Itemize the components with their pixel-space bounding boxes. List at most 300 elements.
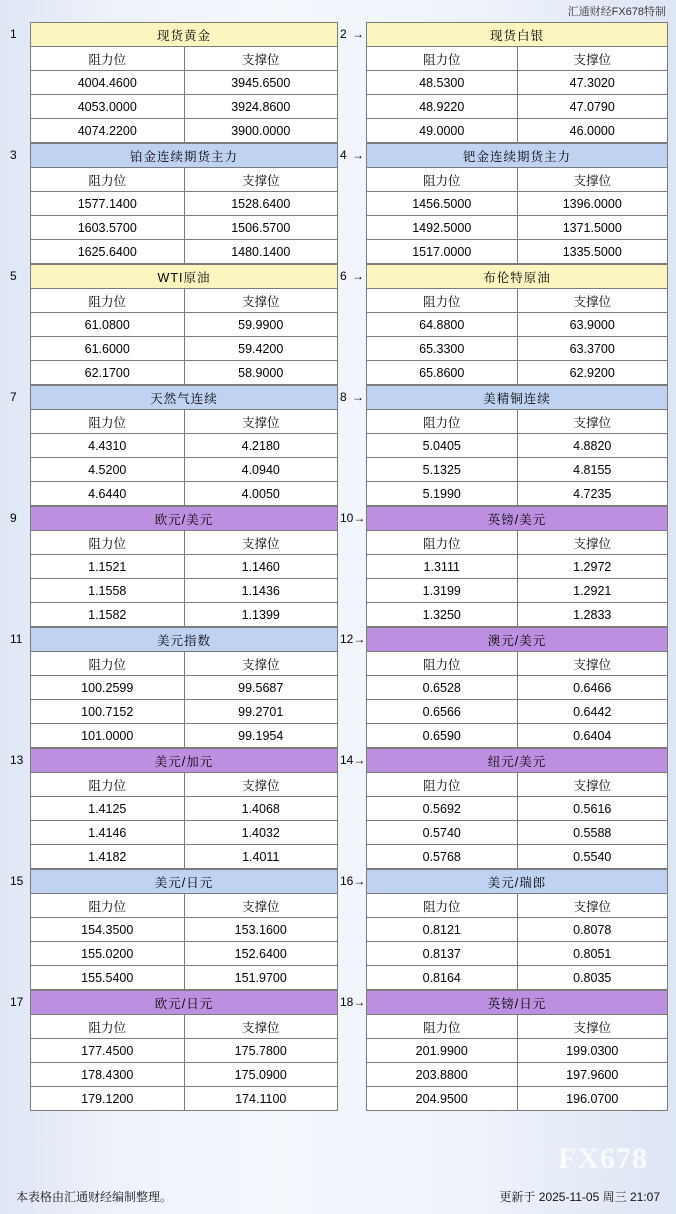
support-value: 4.8155 — [517, 458, 668, 482]
levels-table — [366, 143, 668, 264]
table-row — [31, 240, 338, 264]
instrument-title: 美元/日元 — [31, 870, 338, 894]
resistance-value: 1.3250 — [367, 603, 518, 627]
table-row — [367, 434, 668, 458]
support-value: 3945.6500 — [184, 71, 338, 95]
table-header-row — [367, 289, 668, 313]
support-header: 支撑位 — [184, 531, 338, 555]
resistance-value: 1.3111 — [367, 555, 518, 579]
resistance-value: 4053.0000 — [31, 95, 185, 119]
block-index — [338, 990, 366, 1014]
table-title-row — [31, 507, 338, 531]
table-row — [31, 216, 338, 240]
resistance-header: 阻力位 — [367, 47, 518, 71]
resistance-header: 阻力位 — [31, 531, 185, 555]
watermark: FX678 — [558, 1142, 648, 1175]
table-row — [31, 918, 338, 942]
updated-date: 2025-11-05 — [538, 1189, 600, 1204]
block-index — [8, 869, 30, 893]
support-value: 99.2701 — [184, 700, 338, 724]
resistance-value: 5.0405 — [367, 434, 518, 458]
table-row — [31, 337, 338, 361]
support-value: 1.2833 — [517, 603, 668, 627]
support-value: 1.1399 — [184, 603, 338, 627]
levels-table — [30, 990, 338, 1111]
block-index — [338, 264, 366, 288]
updated-time: 21:07 — [629, 1189, 660, 1204]
support-value: 151.9700 — [184, 966, 338, 990]
support-value: 175.7800 — [184, 1039, 338, 1063]
resistance-value: 155.0200 — [31, 942, 185, 966]
support-header: 支撑位 — [517, 531, 668, 555]
table-header-row — [367, 168, 668, 192]
table-title-row — [367, 507, 668, 531]
levels-table — [366, 990, 668, 1111]
table-row — [367, 1087, 668, 1111]
support-value: 153.1600 — [184, 918, 338, 942]
instrument-block — [8, 264, 338, 385]
resistance-value: 203.8800 — [367, 1063, 518, 1087]
table-header-row — [31, 47, 338, 71]
table-row — [367, 918, 668, 942]
resistance-value: 4004.4600 — [31, 71, 185, 95]
resistance-header: 阻力位 — [367, 289, 518, 313]
table-row — [31, 458, 338, 482]
block-index — [338, 506, 366, 530]
table-row — [367, 700, 668, 724]
resistance-value: 48.9220 — [367, 95, 518, 119]
resistance-value: 1492.5000 — [367, 216, 518, 240]
instrument-block — [338, 22, 668, 143]
support-header: 支撑位 — [184, 289, 338, 313]
table-row — [367, 1039, 668, 1063]
resistance-value: 48.5300 — [367, 71, 518, 95]
instrument-block — [8, 385, 338, 506]
table-title-row — [31, 265, 338, 289]
resistance-value: 0.8121 — [367, 918, 518, 942]
resistance-value: 5.1990 — [367, 482, 518, 506]
resistance-header: 阻力位 — [31, 289, 185, 313]
resistance-value: 1456.5000 — [367, 192, 518, 216]
resistance-value: 204.9500 — [367, 1087, 518, 1111]
support-value: 0.5616 — [517, 797, 668, 821]
resistance-header: 阻力位 — [367, 168, 518, 192]
support-value: 99.5687 — [184, 676, 338, 700]
table-title-row — [367, 144, 668, 168]
instrument-block — [338, 264, 668, 385]
block-index-number: 13 — [10, 753, 24, 767]
resistance-value: 0.8164 — [367, 966, 518, 990]
instrument-title: 美元/加元 — [31, 749, 338, 773]
resistance-value: 155.5400 — [31, 966, 185, 990]
resistance-value: 101.0000 — [31, 724, 185, 748]
instrument-title: 英镑/美元 — [367, 507, 668, 531]
table-row — [367, 240, 668, 264]
block-index-number: 2 — [340, 27, 347, 41]
table-row — [31, 603, 338, 627]
levels-grid — [8, 22, 668, 1111]
support-header: 支撑位 — [517, 410, 668, 434]
resistance-value: 4.6440 — [31, 482, 185, 506]
instrument-block — [338, 385, 668, 506]
instrument-block — [338, 506, 668, 627]
table-row — [367, 845, 668, 869]
resistance-value: 0.5740 — [367, 821, 518, 845]
table-row — [31, 942, 338, 966]
resistance-value: 0.6566 — [367, 700, 518, 724]
instrument-title: 澳元/美元 — [367, 628, 668, 652]
support-value: 59.9900 — [184, 313, 338, 337]
support-value: 199.0300 — [517, 1039, 668, 1063]
support-header: 支撑位 — [184, 1015, 338, 1039]
resistance-value: 4.5200 — [31, 458, 185, 482]
table-row — [367, 95, 668, 119]
table-row — [31, 845, 338, 869]
support-value: 59.4200 — [184, 337, 338, 361]
resistance-value: 179.1200 — [31, 1087, 185, 1111]
resistance-value: 61.6000 — [31, 337, 185, 361]
instrument-title: 美精铜连续 — [367, 386, 668, 410]
block-index-number: 18 — [340, 995, 354, 1009]
instrument-block — [8, 143, 338, 264]
block-index — [8, 385, 30, 409]
instrument-block — [338, 627, 668, 748]
resistance-value: 1603.5700 — [31, 216, 185, 240]
table-title-row — [31, 749, 338, 773]
instrument-title: 英镑/日元 — [367, 991, 668, 1015]
support-value: 46.0000 — [517, 119, 668, 143]
table-header-row — [31, 1015, 338, 1039]
table-row — [367, 676, 668, 700]
support-value: 1.1460 — [184, 555, 338, 579]
resistance-header: 阻力位 — [367, 410, 518, 434]
instrument-title: 欧元/日元 — [31, 991, 338, 1015]
resistance-header: 阻力位 — [31, 773, 185, 797]
resistance-header: 阻力位 — [367, 652, 518, 676]
resistance-header: 阻力位 — [31, 168, 185, 192]
support-value: 1506.5700 — [184, 216, 338, 240]
table-title-row — [31, 144, 338, 168]
support-value: 1371.5000 — [517, 216, 668, 240]
instrument-title: 欧元/美元 — [31, 507, 338, 531]
instrument-block — [8, 506, 338, 627]
instrument-title: 美元/瑞郎 — [367, 870, 668, 894]
table-title-row — [367, 23, 668, 47]
table-row — [367, 555, 668, 579]
resistance-value: 1.4146 — [31, 821, 185, 845]
table-row — [31, 724, 338, 748]
table-row — [31, 361, 338, 385]
support-value: 0.8035 — [517, 966, 668, 990]
support-value: 3900.0000 — [184, 119, 338, 143]
block-index-arrow-icon: → — [353, 995, 366, 1009]
table-row — [31, 434, 338, 458]
resistance-header: 阻力位 — [367, 1015, 518, 1039]
resistance-value: 100.7152 — [31, 700, 185, 724]
table-row — [31, 579, 338, 603]
support-header: 支撑位 — [184, 894, 338, 918]
resistance-header: 阻力位 — [367, 531, 518, 555]
levels-table — [366, 264, 668, 385]
support-value: 62.9200 — [517, 361, 668, 385]
block-index — [8, 22, 30, 46]
levels-table — [30, 748, 338, 869]
resistance-value: 49.0000 — [367, 119, 518, 143]
levels-table — [366, 869, 668, 990]
block-index — [338, 22, 366, 46]
block-index-number: 3 — [10, 148, 17, 162]
instrument-block — [8, 748, 338, 869]
instrument-block — [338, 143, 668, 264]
table-header-row — [31, 168, 338, 192]
support-header: 支撑位 — [184, 652, 338, 676]
table-row — [31, 71, 338, 95]
support-value: 1.1436 — [184, 579, 338, 603]
instrument-block — [338, 869, 668, 990]
instrument-block — [8, 627, 338, 748]
support-header: 支撑位 — [184, 410, 338, 434]
block-index — [338, 748, 366, 772]
support-header: 支撑位 — [517, 773, 668, 797]
support-value: 197.9600 — [517, 1063, 668, 1087]
support-value: 152.6400 — [184, 942, 338, 966]
instrument-title: 天然气连续 — [31, 386, 338, 410]
support-header: 支撑位 — [517, 289, 668, 313]
resistance-header: 阻力位 — [31, 894, 185, 918]
support-header: 支撑位 — [517, 1015, 668, 1039]
resistance-value: 1.4182 — [31, 845, 185, 869]
table-header-row — [31, 773, 338, 797]
support-value: 47.3020 — [517, 71, 668, 95]
support-value: 174.1100 — [184, 1087, 338, 1111]
block-index — [8, 627, 30, 651]
table-title-row — [31, 23, 338, 47]
resistance-value: 64.8800 — [367, 313, 518, 337]
block-index-arrow-icon: → — [352, 390, 364, 404]
instrument-title: 钯金连续期货主力 — [367, 144, 668, 168]
block-index — [8, 264, 30, 288]
table-row — [31, 1063, 338, 1087]
support-value: 1.4011 — [184, 845, 338, 869]
support-value: 0.8051 — [517, 942, 668, 966]
levels-table — [30, 143, 338, 264]
table-row — [367, 361, 668, 385]
support-value: 1335.5000 — [517, 240, 668, 264]
resistance-value: 177.4500 — [31, 1039, 185, 1063]
resistance-value: 0.8137 — [367, 942, 518, 966]
resistance-value: 1.3199 — [367, 579, 518, 603]
support-value: 1.2972 — [517, 555, 668, 579]
support-header: 支撑位 — [517, 652, 668, 676]
table-row — [31, 966, 338, 990]
support-value: 0.6404 — [517, 724, 668, 748]
table-row — [367, 579, 668, 603]
block-index-number: 9 — [10, 511, 17, 525]
table-row — [31, 821, 338, 845]
table-header-row — [367, 1015, 668, 1039]
support-value: 99.1954 — [184, 724, 338, 748]
support-value: 63.9000 — [517, 313, 668, 337]
block-index — [338, 143, 366, 167]
table-row — [367, 821, 668, 845]
table-header-row — [31, 531, 338, 555]
block-index-number: 11 — [10, 632, 23, 646]
table-header-row — [31, 652, 338, 676]
resistance-value: 0.5768 — [367, 845, 518, 869]
table-row — [31, 313, 338, 337]
block-index — [8, 990, 30, 1014]
support-value: 47.0790 — [517, 95, 668, 119]
table-row — [31, 95, 338, 119]
support-header: 支撑位 — [184, 168, 338, 192]
block-index-number: 12 — [340, 632, 354, 646]
table-header-row — [367, 531, 668, 555]
table-title-row — [367, 991, 668, 1015]
support-value: 0.8078 — [517, 918, 668, 942]
block-index-arrow-icon: → — [352, 269, 364, 283]
table-title-row — [367, 870, 668, 894]
resistance-value: 100.2599 — [31, 676, 185, 700]
instrument-block — [338, 748, 668, 869]
instrument-block — [8, 22, 338, 143]
levels-table — [366, 506, 668, 627]
block-index-arrow-icon: → — [353, 874, 366, 888]
resistance-value: 0.5692 — [367, 797, 518, 821]
resistance-header: 阻力位 — [31, 1015, 185, 1039]
table-row — [31, 797, 338, 821]
resistance-value: 0.6528 — [367, 676, 518, 700]
resistance-value: 1.1521 — [31, 555, 185, 579]
levels-table — [30, 627, 338, 748]
instrument-block — [8, 990, 338, 1111]
levels-table — [366, 748, 668, 869]
support-value: 4.8820 — [517, 434, 668, 458]
support-value: 1396.0000 — [517, 192, 668, 216]
resistance-value: 4.4310 — [31, 434, 185, 458]
support-value: 1528.6400 — [184, 192, 338, 216]
support-header: 支撑位 — [184, 773, 338, 797]
table-row — [367, 216, 668, 240]
block-index — [338, 869, 366, 893]
resistance-value: 1577.1400 — [31, 192, 185, 216]
table-row — [367, 1063, 668, 1087]
resistance-value: 65.8600 — [367, 361, 518, 385]
block-index-number: 14 — [340, 753, 354, 767]
table-header-row — [31, 894, 338, 918]
footer-updated — [499, 1188, 660, 1205]
table-row — [367, 603, 668, 627]
brand-label: 汇通财经FX678特制 — [567, 6, 666, 18]
support-header: 支撑位 — [517, 894, 668, 918]
block-index-number: 7 — [10, 390, 17, 404]
support-value: 196.0700 — [517, 1087, 668, 1111]
resistance-value: 61.0800 — [31, 313, 185, 337]
support-value: 0.5540 — [517, 845, 668, 869]
resistance-value: 1.1582 — [31, 603, 185, 627]
block-index-number: 5 — [10, 269, 17, 283]
support-value: 4.7235 — [517, 482, 668, 506]
block-index — [8, 143, 30, 167]
support-value: 4.2180 — [184, 434, 338, 458]
table-title-row — [367, 749, 668, 773]
support-value: 58.9000 — [184, 361, 338, 385]
support-value: 1.4068 — [184, 797, 338, 821]
support-header: 支撑位 — [184, 47, 338, 71]
support-value: 63.3700 — [517, 337, 668, 361]
resistance-header: 阻力位 — [31, 410, 185, 434]
table-row — [31, 555, 338, 579]
block-index-arrow-icon: → — [353, 632, 366, 646]
block-index-number: 4 — [340, 148, 347, 162]
table-row — [31, 700, 338, 724]
table-row — [367, 724, 668, 748]
support-header: 支撑位 — [517, 47, 668, 71]
table-row — [367, 797, 668, 821]
levels-table — [30, 264, 338, 385]
block-index-number: 16 — [340, 874, 354, 888]
instrument-title: 现货白银 — [367, 23, 668, 47]
instrument-title: WTI原油 — [31, 265, 338, 289]
block-index-arrow-icon: → — [353, 511, 366, 525]
block-index-arrow-icon: → — [352, 27, 364, 41]
resistance-value: 154.3500 — [31, 918, 185, 942]
instrument-title: 铂金连续期货主力 — [31, 144, 338, 168]
table-header-row — [31, 410, 338, 434]
resistance-value: 1517.0000 — [367, 240, 518, 264]
table-row — [31, 1087, 338, 1111]
block-index-number: 1 — [10, 27, 17, 41]
block-index — [8, 506, 30, 530]
instrument-title: 现货黄金 — [31, 23, 338, 47]
table-header-row — [367, 410, 668, 434]
support-value: 0.5588 — [517, 821, 668, 845]
table-row — [31, 676, 338, 700]
resistance-header: 阻力位 — [31, 652, 185, 676]
block-index-arrow-icon: → — [353, 753, 366, 767]
table-row — [31, 192, 338, 216]
support-value: 4.0050 — [184, 482, 338, 506]
support-value: 0.6442 — [517, 700, 668, 724]
support-value: 3924.8600 — [184, 95, 338, 119]
resistance-value: 0.6590 — [367, 724, 518, 748]
table-row — [367, 192, 668, 216]
table-row — [367, 942, 668, 966]
support-value: 175.0900 — [184, 1063, 338, 1087]
instrument-block — [338, 990, 668, 1111]
table-row — [367, 337, 668, 361]
footer-note: 本表格由汇通财经编制整理。 — [16, 1189, 173, 1204]
table-title-row — [31, 628, 338, 652]
support-value: 1480.1400 — [184, 240, 338, 264]
instrument-title: 纽元/美元 — [367, 749, 668, 773]
support-header: 支撑位 — [517, 168, 668, 192]
table-header-row — [367, 652, 668, 676]
table-title-row — [31, 991, 338, 1015]
resistance-value: 178.4300 — [31, 1063, 185, 1087]
resistance-header: 阻力位 — [31, 47, 185, 71]
block-index-number: 6 — [340, 269, 347, 283]
block-index — [338, 385, 366, 409]
resistance-value: 201.9900 — [367, 1039, 518, 1063]
table-title-row — [31, 386, 338, 410]
instrument-title: 布伦特原油 — [367, 265, 668, 289]
levels-table — [30, 385, 338, 506]
table-row — [367, 119, 668, 143]
resistance-header: 阻力位 — [367, 773, 518, 797]
table-row — [367, 482, 668, 506]
table-row — [367, 966, 668, 990]
instrument-block — [8, 869, 338, 990]
